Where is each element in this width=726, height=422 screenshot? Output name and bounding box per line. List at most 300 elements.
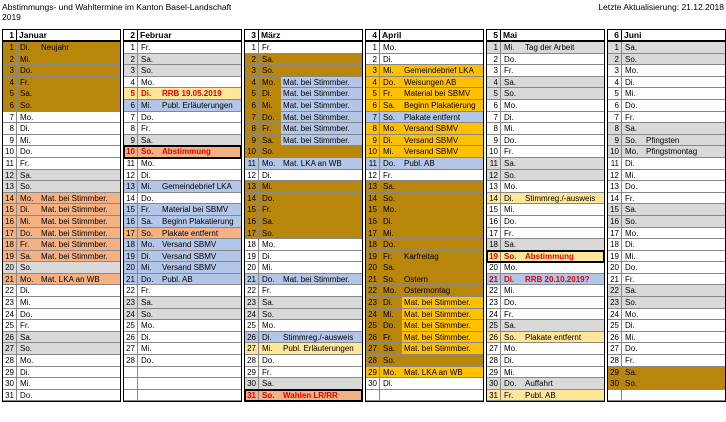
day-row [124,181,241,193]
day-row [3,228,120,240]
day-row [245,297,362,309]
day-row [608,320,725,332]
day-number: 12 [487,170,501,181]
day-number: 3 [608,65,622,76]
day-row [608,274,725,286]
day-row [366,320,483,332]
day-number: 1 [366,42,380,53]
weekday: So. [141,228,154,238]
day-number: 9 [124,135,138,146]
day-row [608,216,725,228]
weekday: Mi. [262,182,273,192]
weekday: Do. [383,77,396,87]
month-column [123,29,242,402]
day-row [245,320,362,332]
day-number: 18 [487,239,501,250]
day-row [487,309,604,321]
event-label: RRB 19.05.2019 [162,89,222,99]
weekday: Sa. [262,54,275,64]
event-label [160,42,241,53]
day-number: 21 [245,274,259,285]
day-row [3,274,120,286]
weekday: Do. [262,274,275,284]
event-label [160,285,241,296]
day-row [608,297,725,309]
day-number: 19 [487,251,501,262]
day-number: 15 [245,204,259,215]
day-row [366,228,483,240]
day-number: 22 [608,285,622,296]
month-name: März [261,30,281,40]
month-number: 2 [124,30,138,40]
weekday: So. [625,135,638,145]
weekday: Mo. [141,158,155,168]
day-row [3,112,120,124]
day-number: 25 [3,320,17,331]
weekday: Do. [383,321,396,331]
day-row [245,135,362,147]
day-row [3,42,120,54]
event-label [39,65,120,76]
day-number: 2 [487,54,501,65]
event-label [644,100,725,111]
day-number: 24 [124,309,138,320]
event-label [402,42,483,53]
event-label [523,181,604,192]
day-row [245,146,362,158]
event-label: Auffahrt [525,379,553,389]
event-label [644,297,725,308]
day-row [124,251,241,263]
weekday: Fr. [20,240,30,250]
day-row [366,355,483,367]
event-label: Plakate entfernt [404,112,461,122]
day-row [245,343,362,355]
day-row [124,123,241,135]
weekday: Do. [504,54,517,64]
day-row [3,378,120,390]
day-number: 16 [366,216,380,227]
event-label: Material bei SBMV [162,205,229,215]
day-number: 24 [487,309,501,320]
day-number: 30 [245,378,259,389]
day-number: 11 [608,158,622,169]
weekday: Fr. [262,124,272,134]
event-label [644,123,725,134]
day-number: 6 [124,100,138,111]
day-number: 3 [487,65,501,76]
day-number: 17 [3,228,17,239]
event-label [523,262,604,273]
weekday: Do. [625,100,638,110]
day-number: 1 [487,42,501,53]
event-label [160,332,241,343]
day-number: 13 [3,181,17,192]
day-number: 4 [3,77,17,88]
weekday: So. [625,54,638,64]
day-row [245,239,362,251]
event-label [523,309,604,320]
day-row [124,297,241,309]
weekday: Fr. [504,147,514,157]
day-row [124,332,241,344]
event-label [644,204,725,215]
day-number: 7 [3,112,17,123]
day-row [608,251,725,263]
weekday: Di. [141,89,152,99]
event-label [644,239,725,250]
weekday: Mi. [262,100,273,110]
day-number: 6 [366,100,380,111]
weekday: So. [262,147,275,157]
event-label: Gemeindebrief LKA [162,182,232,192]
day-row [608,355,725,367]
event-label [39,378,120,389]
event-label: Mat. bei Stimmber. [41,228,108,238]
weekday: Mo. [20,274,34,284]
event-label: Stimmreg./-ausweis [525,193,596,203]
event-label [402,239,483,250]
weekday [138,367,160,378]
month-name: Juni [624,30,642,40]
day-number: 5 [245,88,259,99]
event-label [39,390,120,401]
event-label [402,378,483,389]
event-label [644,378,725,389]
weekday: So. [262,390,275,400]
day-number: 2 [124,54,138,65]
event-label: Mat. LKA an WB [404,367,463,377]
weekday: Mo. [262,321,276,331]
event-label [160,309,241,320]
day-number: 25 [245,320,259,331]
weekday: Mo. [504,182,518,192]
day-number: 14 [366,193,380,204]
day-row [124,355,241,367]
day-row [245,216,362,228]
weekday: Sa. [141,54,154,64]
month-name: Februar [140,30,172,40]
weekday: Di. [625,240,635,250]
day-row [245,309,362,321]
event-label: Wahlen LR/RR [283,390,338,400]
day-row [487,170,604,182]
day-number: 29 [245,367,259,378]
day-number: 9 [487,135,501,146]
weekday: Mi. [20,298,31,308]
day-row [608,309,725,321]
day-row [608,112,725,124]
event-label [160,170,241,181]
weekday: So. [141,66,154,76]
event-label: Abstimmung [162,147,211,157]
event-label: Mat. LKA an WB [41,274,100,284]
weekday: Sa. [141,216,154,226]
weekday: So. [504,332,517,342]
day-row [3,65,120,77]
day-row [245,112,362,124]
day-number: 30 [608,378,622,389]
day-number: 1 [124,42,138,53]
day-number: 27 [3,343,17,354]
day-row [3,193,120,205]
event-label: Versand SBMV [404,135,459,145]
day-row [124,285,241,297]
day-number: 7 [608,112,622,123]
event-label: Mat. LKA an WB [283,158,342,168]
event-label [160,77,241,88]
event-label: Stimmreg./-ausweis [283,332,354,342]
day-row [3,251,120,263]
day-row [487,216,604,228]
weekday: Mi. [625,332,636,342]
weekday [138,390,160,401]
day-number: 10 [608,146,622,157]
event-label [39,332,120,343]
day-number: 2 [366,54,380,65]
weekday: Fr. [262,367,272,377]
day-number: 20 [608,262,622,273]
day-number: 17 [366,228,380,239]
weekday: Mi. [625,251,636,261]
day-row [124,239,241,251]
day-number: 17 [124,228,138,239]
day-number: 1 [245,42,259,53]
event-label: Mat. bei Stimmber. [281,100,362,111]
weekday: Sa. [20,251,33,261]
day-number: 15 [124,204,138,215]
day-row [245,367,362,379]
event-label: Mat. bei Stimmber. [41,251,108,261]
weekday: Di. [625,321,635,331]
day-row [124,100,241,112]
day-number: 10 [124,146,138,157]
day-number: 16 [124,216,138,227]
day-row [487,135,604,147]
day-row [3,100,120,112]
weekday: Sa. [20,170,33,180]
day-row [366,297,483,309]
event-label [39,309,120,320]
event-label [644,285,725,296]
day-number: 16 [245,216,259,227]
event-label [644,112,725,123]
month-column [486,29,605,402]
day-number [124,390,138,401]
event-label: Abstimmung [525,251,574,261]
event-label [281,42,362,53]
day-number: 22 [245,285,259,296]
day-row [245,251,362,263]
day-row [3,297,120,309]
event-label: Publ. Erläuterungen [283,344,354,354]
weekday: Fr. [504,390,514,400]
day-row [608,65,725,77]
event-label: Mat. bei Stimmber. [402,309,483,320]
weekday: Di. [383,216,393,226]
day-number: 27 [124,343,138,354]
day-number: 30 [366,378,380,389]
day-row [3,158,120,170]
weekday: Do. [504,379,517,389]
event-label [523,343,604,354]
day-number: 8 [487,123,501,134]
day-row [366,77,483,89]
day-number: 21 [124,274,138,285]
day-number: 11 [124,158,138,169]
day-row [3,204,120,216]
weekday: Mo. [20,112,34,122]
year-line: 2019 [2,12,21,22]
event-label [402,355,483,366]
event-label [39,135,120,146]
event-label [281,204,362,215]
day-row [487,297,604,309]
event-label [402,228,483,239]
weekday: Mo. [383,205,397,215]
day-number: 23 [487,297,501,308]
weekday: So. [504,89,517,99]
event-label: Pfingsten [646,135,680,145]
day-number: 11 [245,158,259,169]
day-row [366,65,483,77]
day-number: 6 [487,100,501,111]
day-number: 18 [366,239,380,250]
weekday: Mo. [20,356,34,366]
weekday: Fr. [504,228,514,238]
day-number: 7 [366,112,380,123]
day-number: 16 [608,216,622,227]
day-number: 11 [3,158,17,169]
day-number: 9 [3,135,17,146]
weekday: Mi. [262,344,273,354]
day-row [3,355,120,367]
day-row [3,285,120,297]
day-number: 7 [245,112,259,123]
day-row [3,239,120,251]
weekday: Fr. [262,43,272,52]
weekday: Mi. [504,43,515,52]
day-row [3,332,120,344]
event-label [160,390,241,401]
weekday: Fr. [625,274,635,284]
day-row [608,88,725,100]
day-number: 8 [3,123,17,134]
event-label: Publ. AB [404,158,435,168]
event-label: Publ. AB [525,390,556,400]
day-number: 10 [487,146,501,157]
event-label [523,158,604,169]
event-label [402,181,483,192]
day-row [124,204,241,216]
weekday: Mo. [141,77,155,87]
weekday: Do. [141,193,154,203]
weekday: Do. [20,147,33,157]
weekday: Sa. [625,43,638,52]
weekday: Do. [262,193,275,203]
weekday: Mo. [383,367,397,377]
day-row [366,262,483,274]
month-header [124,30,241,42]
event-label [644,251,725,262]
event-label: Ostern [404,274,429,284]
day-row [3,54,120,66]
event-label [402,216,483,227]
day-row [124,65,241,77]
day-row [608,262,725,274]
event-label [644,274,725,285]
day-row [608,193,725,205]
weekday: Fr. [383,89,393,99]
event-label: Beginn Plakatierung [404,100,476,110]
event-label [523,239,604,250]
day-number: 3 [124,65,138,76]
weekday: So. [141,309,154,319]
weekday: Sa. [141,298,154,308]
day-number: 23 [245,297,259,308]
month-name: April [382,30,402,40]
event-label [160,135,241,146]
month-name: Mai [503,30,518,40]
day-number: 9 [608,135,622,146]
weekday: Di. [383,379,393,389]
weekday: So. [20,100,33,110]
day-number: 31 [3,390,17,401]
event-label [39,262,120,273]
event-label: Ostermontag [404,286,451,296]
event-label [402,193,483,204]
day-number: 12 [245,170,259,181]
weekday: So. [625,379,638,389]
weekday: Di. [262,89,272,99]
day-number: 31 [487,390,501,401]
day-number: 20 [487,262,501,273]
day-row [608,42,725,54]
day-number: 19 [245,251,259,262]
weekday: Fr. [262,286,272,296]
event-label [523,88,604,99]
event-label: Publ. Erläuterungen [162,100,233,110]
event-label [523,216,604,227]
day-row [245,390,362,402]
day-row [366,112,483,124]
event-label [39,343,120,354]
day-number: 16 [487,216,501,227]
day-row [487,112,604,124]
day-number: 29 [608,367,622,378]
event-label [523,367,604,378]
event-label: Mat. bei Stimmber. [402,332,483,343]
weekday: Sa. [504,158,517,168]
weekday: So. [20,344,33,354]
day-number [124,367,138,378]
weekday: Sa. [504,321,517,331]
weekday: Mo. [141,240,155,250]
event-label [402,204,483,215]
day-row [487,181,604,193]
day-row [245,274,362,286]
day-number: 24 [608,309,622,320]
weekday: Mi. [504,205,515,215]
weekday: So. [141,147,154,157]
event-label [281,65,362,76]
event-label [523,297,604,308]
event-label: Mat. bei Stimmber. [281,123,362,134]
month-number: 6 [608,30,622,40]
event-label [402,390,483,401]
event-label [644,309,725,320]
day-row [487,88,604,100]
